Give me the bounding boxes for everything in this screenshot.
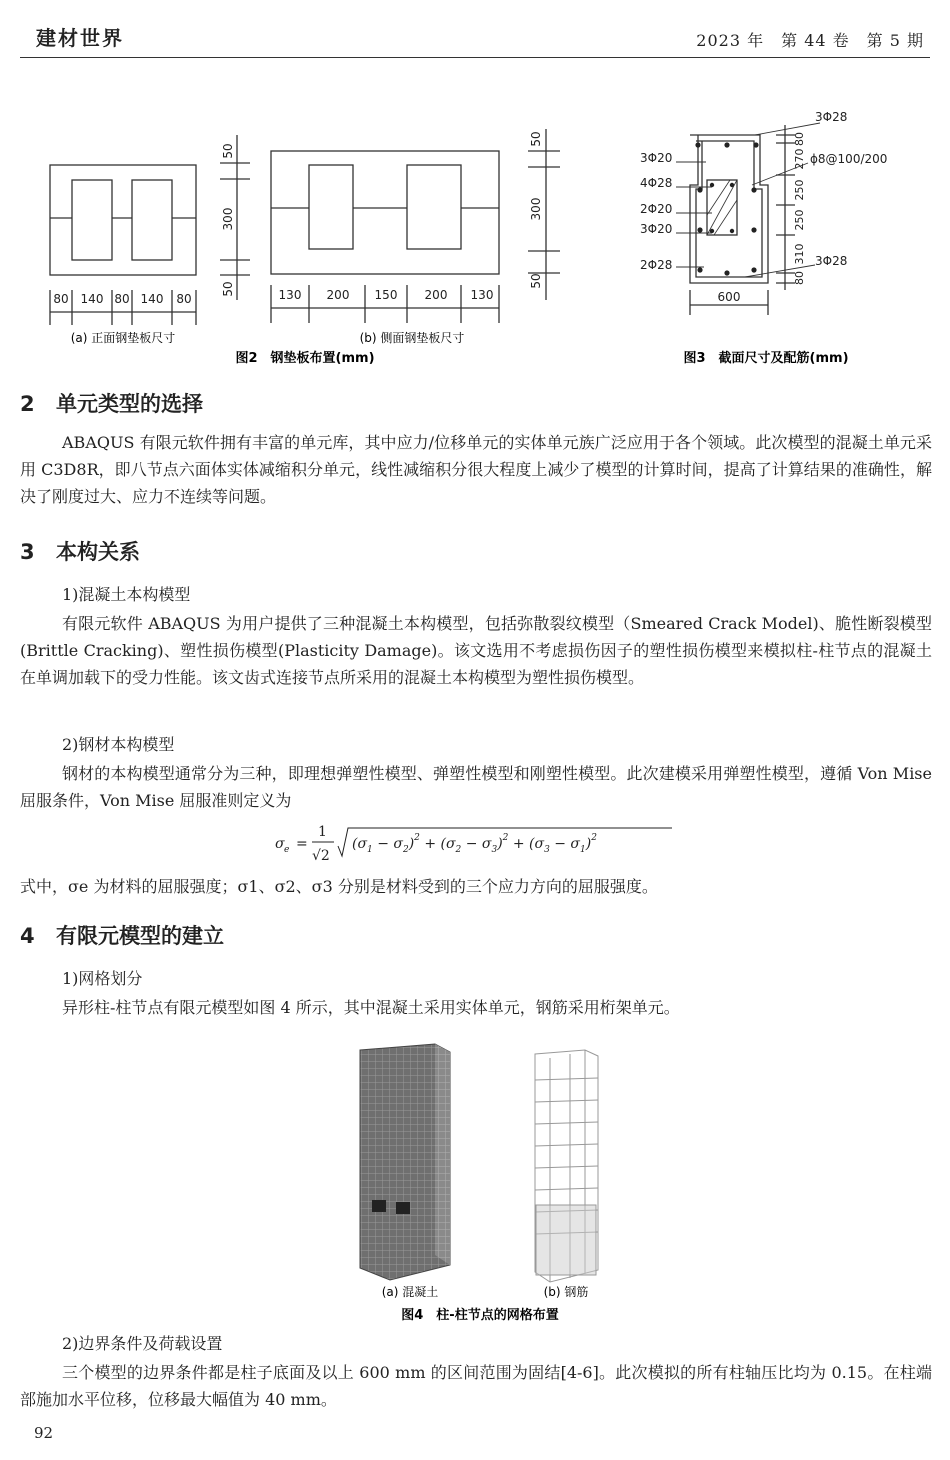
rebar-label: 3Φ20 (640, 222, 673, 236)
paragraph: 三个模型的边界条件都是柱子底面及以上 600 mm 的区间范围为固结[4-6]。此次模拟的所有柱轴压比均为 0.15。在柱端部施加水平位移，位移最大幅值为 40 mm。 (20, 1363, 932, 1409)
dim-label: 140 (140, 292, 164, 306)
formula-explanation (20, 873, 932, 900)
rebar-label: 4Φ28 (640, 176, 673, 190)
section-title: 单元类型的选择 (56, 392, 203, 416)
journal-title: 建材世界 (36, 26, 124, 50)
fig4a-caption: (a) 混凝土 (381, 1285, 439, 1299)
dim-label: 150 (374, 288, 398, 302)
fig2b-dim-labels (279, 131, 543, 302)
figure-4 (340, 1040, 620, 1330)
subheading: 1)网格划分 (62, 969, 143, 988)
paragraph: 异形柱-柱节点有限元模型如图 4 所示，其中混凝土采用实体单元，钢筋采用桁架单元。 (62, 998, 680, 1017)
dim-label: 250 (793, 209, 806, 231)
dim-label: 50 (529, 273, 543, 289)
dim-label: 130 (278, 288, 302, 302)
dim-label: 50 (529, 131, 543, 147)
svg-text:√2: √2 (312, 848, 330, 864)
svg-text:1: 1 (318, 824, 327, 840)
section-3-body-1 (20, 610, 932, 691)
fig2a-dim-labels (53, 143, 235, 306)
dim-label: 80 (793, 271, 806, 285)
section-3-heading (20, 536, 140, 566)
figure-2-3 (0, 105, 950, 375)
dim-label: 130 (470, 288, 494, 302)
fig3-labels (640, 110, 887, 304)
section-number: 2 (20, 392, 35, 416)
fig2a-caption: (a) 正面钢垫板尺寸 (70, 331, 176, 345)
section-2-heading (20, 388, 203, 418)
subheading: 2)边界条件及荷载设置 (62, 1334, 223, 1353)
dim-label: 80 (53, 292, 69, 306)
section-title: 有限元模型的建立 (56, 924, 224, 948)
section-3-body-2 (20, 760, 932, 814)
paragraph: 式中，σe 为材料的屈服强度；σ1、σ2、σ3 分别是材料受到的三个应力方向的屈服强度。 (20, 877, 658, 896)
section-number: 3 (20, 540, 35, 564)
fig2-caption: 图2 钢垫板布置(mm) (235, 351, 375, 366)
section-4-body-1 (20, 994, 932, 1021)
rebar-label: 3Φ28 (815, 110, 848, 124)
issue-info: 2023 年 第 44 卷 第 5 期 (696, 31, 924, 50)
dim-label: 80 (114, 292, 130, 306)
dim-label: 250 (793, 179, 806, 201)
rebar-label: 3Φ20 (640, 151, 673, 165)
header-rule (20, 57, 930, 58)
subheading: 2)钢材本构模型 (62, 735, 175, 754)
von-mises-formula (0, 818, 950, 870)
section-title: 本构关系 (56, 540, 140, 564)
concrete-mesh (360, 1044, 450, 1280)
fig2b-drawing (271, 129, 560, 323)
paragraph: 有限元软件 ABAQUS 为用户提供了三种混凝土本构模型，包括弥散裂纹模型（Smeared Crack Model)、脆性断裂模型(Brittle Cracking)、塑性损伤模型(Plasticity Damage)。该文选用不考虑损伤因子的塑性损伤模型来模拟柱-柱节点的混凝土在单调加载下的受力性能。该文齿式连接节点所采用的混凝土本构模型为塑性损伤模型。 (20, 614, 932, 687)
fig2b-caption: (b) 侧面钢垫板尺寸 (359, 331, 465, 345)
svg-text:=: = (296, 836, 308, 852)
subheading: 1)混凝土本构模型 (62, 585, 191, 604)
dim-label: 200 (326, 288, 350, 302)
svg-text:(σ1 − σ2)2 + (σ2 − σ3)2 + (σ3: $(\sigma_1 - \sigma_2)^2 + (\sigma_2 - \sigma_3)^2 + (\sigma_3 - \sigma_1)^2$ (352, 833, 597, 855)
dim-label: 140 (80, 292, 104, 306)
section-4-body-2 (20, 1359, 932, 1413)
fig3-caption: 图3 截面尺寸及配筋(mm) (683, 351, 849, 366)
dim-label: 270 (793, 148, 806, 170)
fig4-caption: 图4 柱-柱节点的网格布置 (401, 1308, 559, 1323)
section-number: 4 (20, 924, 35, 948)
svg-text:e: e (284, 845, 290, 855)
stirrup-label: ϕ8@100/200 (810, 152, 888, 166)
dim-label: 50 (221, 281, 235, 297)
dim-label: 300 (221, 207, 235, 231)
rebar-label: 2Φ28 (640, 258, 673, 272)
dim-label: 200 (424, 288, 448, 302)
fig4b-caption: (b) 钢筋 (543, 1285, 589, 1299)
dim-label: 310 (793, 243, 806, 265)
width-label: 600 (717, 290, 741, 304)
svg-text:σ: σ (275, 836, 285, 852)
dim-label: 50 (221, 143, 235, 159)
dim-label: 80 (176, 292, 192, 306)
page-number: 92 (34, 1424, 54, 1442)
rebar-cage (535, 1050, 598, 1282)
dim-label: 300 (529, 197, 543, 221)
paragraph: ABAQUS 有限元软件拥有丰富的单元库，其中应力/位移单元的实体单元族广泛应用于各个领域。此次模型的混凝土单元采用 C3D8R，即八节点六面体实体减缩积分单元，线性减缩积分很大程度上减少了模型的计算时间，提高了计算结果的准确性，解决了刚度过大、应力不连续等问题。 (20, 433, 932, 506)
section-2-body (20, 429, 932, 510)
rebar-label: 3Φ28 (815, 254, 848, 268)
paragraph: 钢材的本构模型通常分为三种，即理想弹塑性模型、弹塑性模型和刚塑性模型。此次建模采用弹塑性模型，遵循 Von Mise 屈服条件，Von Mise 屈服准则定义为 (20, 764, 932, 810)
section-4-heading (20, 920, 224, 950)
rebar-label: 2Φ20 (640, 202, 673, 216)
dim-label: 80 (793, 132, 806, 146)
